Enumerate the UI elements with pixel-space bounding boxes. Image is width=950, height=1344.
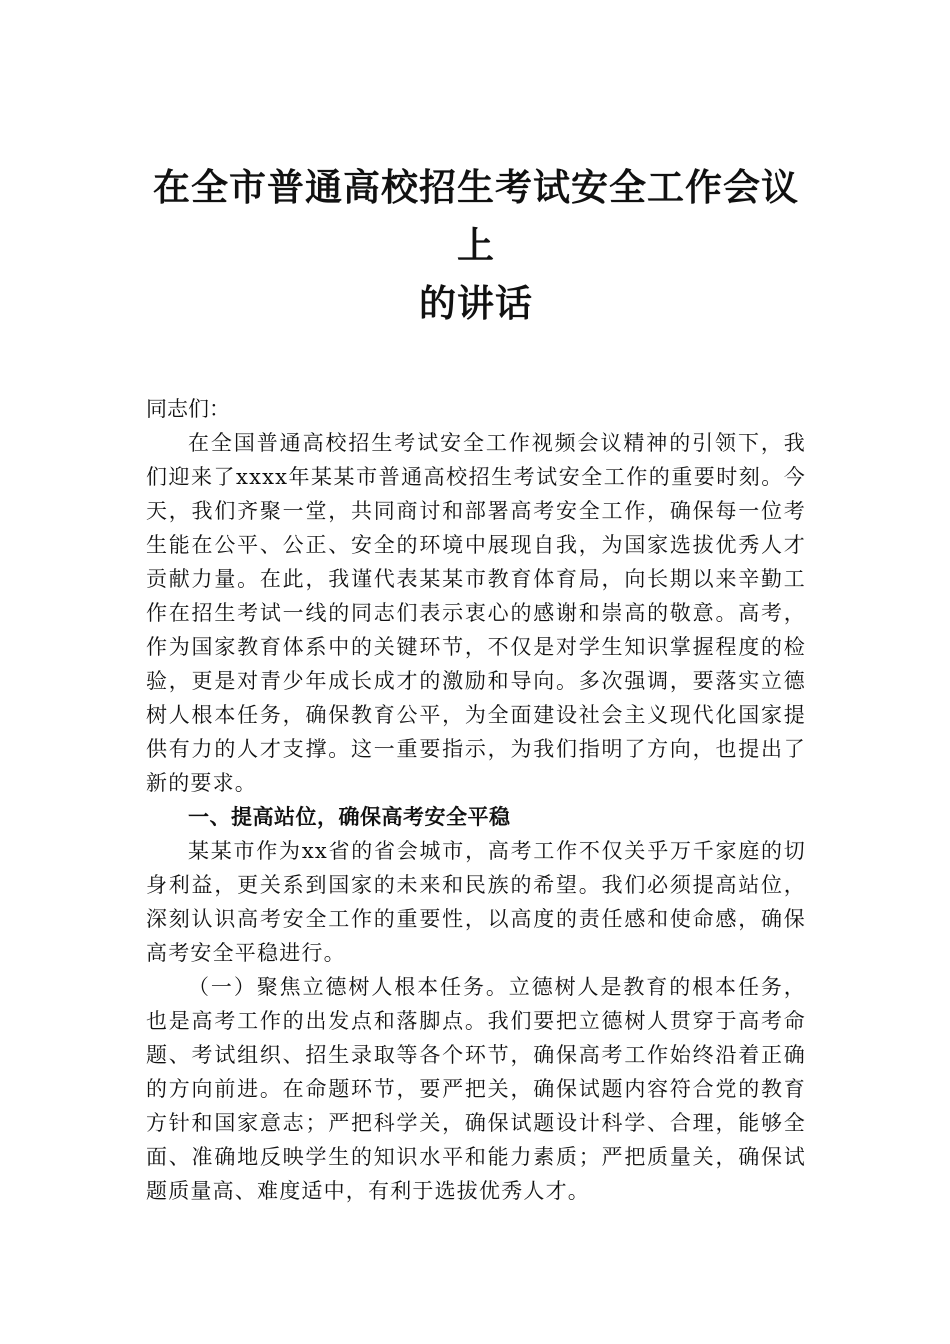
salutation: 同志们： [146, 397, 230, 421]
section-heading-1: 一、提高站位，确保高考安全平稳 [188, 804, 511, 829]
title-line-1: 在全市普通高校招生考试安全工作会议上 [153, 165, 799, 267]
section1-paragraph-1: 某某市作为xx省的省会城市，高考工作不仅关乎万千家庭的切身利益，更关系到国家的未来和民族的希望。我们必须提高站位，深刻认识高考安全工作的重要性，以高度的责任感和使命感，确保高考安全平稳进行。 [146, 839, 806, 965]
title-line-2: 的讲话 [419, 281, 533, 325]
document-page [146, 158, 806, 1208]
intro-paragraph: 在全国普通高校招生考试安全工作视频会议精神的引领下，我们迎来了xxxx年某某市普通高校招生考试安全工作的重要时刻。今天，我们齐聚一堂，共同商讨和部署高考安全工作，确保每一位考生能在公平、公正、安全的环境中展现自我，为国家选拔优秀人才贡献力量。在此，我谨代表某某市教育体育局，向长期以来辛勤工作在招生考试一线的同志们表示衷心的感谢和崇高的敬意。高考，作为国家教育体系中的关键环节，不仅是对学生知识掌握程度的检验，更是对青少年成长成才的激励和导向。多次强调，要落实立德树人根本任务，确保教育公平，为全面建设社会主义现代化国家提供有力的人才支撑。这一重要指示，为我们指明了方向，也提出了新的要求。 [146, 431, 806, 795]
section1-paragraph-2: （一）聚焦立德树人根本任务。立德树人是教育的根本任务，也是高考工作的出发点和落脚点。我们要把立德树人贯穿于高考命题、考试组织、招生录取等各个环节，确保高考工作始终沿着正确的方向前进。在命题环节，要严把关，确保试题内容符合党的教育方针和国家意志；严把科学关，确保试题设计科学、合理，能够全面、准确地反映学生的知识水平和能力素质；严把质量关，确保试题质量高、难度适中，有利于选拔优秀人才。 [146, 975, 806, 1203]
document-title [146, 158, 806, 332]
